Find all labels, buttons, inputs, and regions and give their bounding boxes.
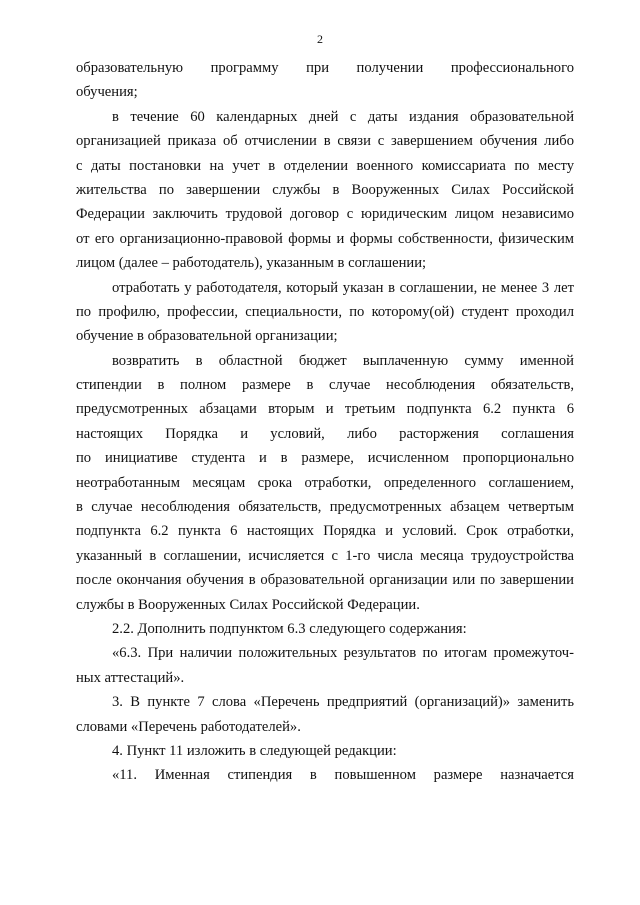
paragraph (76, 105, 574, 276)
text-line: предусмотренных абзацами вторым и третьим подпункта 6.2 пункта 6 (76, 401, 574, 418)
paragraph (76, 763, 574, 787)
text-line: отработать у работодателя, который указан в соглашении, не менее 3 лет (112, 279, 574, 296)
text-line: от его организационно-правовой формы и формы собственности, физическим (76, 230, 574, 247)
paragraph (76, 641, 574, 690)
paragraph (76, 349, 574, 617)
paragraph (76, 276, 574, 349)
text-line: обучения; (76, 84, 138, 101)
text-line: образовательную программу при получении профессионального (76, 60, 574, 76)
text-line: после окончания обучения в образовательной организации или по завершении (76, 572, 574, 589)
text-line: по профилю, профессии, специальности, по которому(ой) студент проходил (76, 303, 574, 320)
paragraph (76, 739, 574, 763)
text-line: службы в Вооруженных Силах Российской Федерации. (76, 596, 420, 613)
text-line: «6.3. При наличии положительных результатов по итогам промежуточ- (112, 645, 574, 662)
text-line: по инициативе студента и в размере, исчисленном пропорционально (76, 450, 574, 467)
text-line: настоящих Порядка и условий, либо расторжения соглашения (76, 425, 574, 442)
text-line: 2.2. Дополнить подпунктом 6.3 следующего содержания: (112, 620, 467, 637)
paragraph (76, 690, 574, 739)
text-line: словами «Перечень работодателей». (76, 718, 301, 735)
text-line: в случае несоблюдения обязательств, предусмотренных абзацем четвертым (76, 499, 574, 516)
text-line: организацией приказа об отчислении в связи с завершением обучения либо (76, 133, 574, 150)
text-line: в течение 60 календарных дней с даты издания образовательной (112, 108, 574, 125)
text-line: Федерации заключить трудовой договор с юридическим лицом независимо (76, 206, 574, 223)
document-body (76, 56, 574, 788)
text-line: возвратить в областной бюджет выплаченную сумму именной (112, 352, 574, 369)
text-line: жительства по завершении службы в Вооруженных Силах Российской (76, 181, 574, 198)
page-number: 2 (317, 32, 323, 46)
text-line: «11. Именная стипендия в повышенном размере назначается (112, 767, 574, 784)
paragraph (76, 56, 574, 105)
text-line: обучение в образовательной организации; (76, 328, 338, 345)
text-line: лицом (далее – работодатель), указанным в соглашении; (76, 255, 427, 272)
text-line: стипендии в полном размере в случае несоблюдения обязательств, (76, 377, 574, 394)
text-line: ных аттестаций». (76, 669, 185, 686)
paragraph (76, 617, 574, 641)
text-line: указанный в соглашении, исчисляется с 1-го числа месяца трудоустройства (76, 547, 574, 564)
text-line: с даты постановки на учет в отделении военного комиссариата по месту (76, 157, 574, 174)
text-line: подпункта 6.2 пункта 6 настоящих Порядка и условий. Срок отработки, (76, 523, 574, 540)
text-line: 4. Пункт 11 изложить в следующей редакции: (112, 742, 397, 759)
text-line: 3. В пункте 7 слова «Перечень предприятий (организаций)» заменить (112, 694, 574, 711)
text-line: неотработанным месяцам срока отработки, определенного соглашением, (76, 474, 574, 491)
